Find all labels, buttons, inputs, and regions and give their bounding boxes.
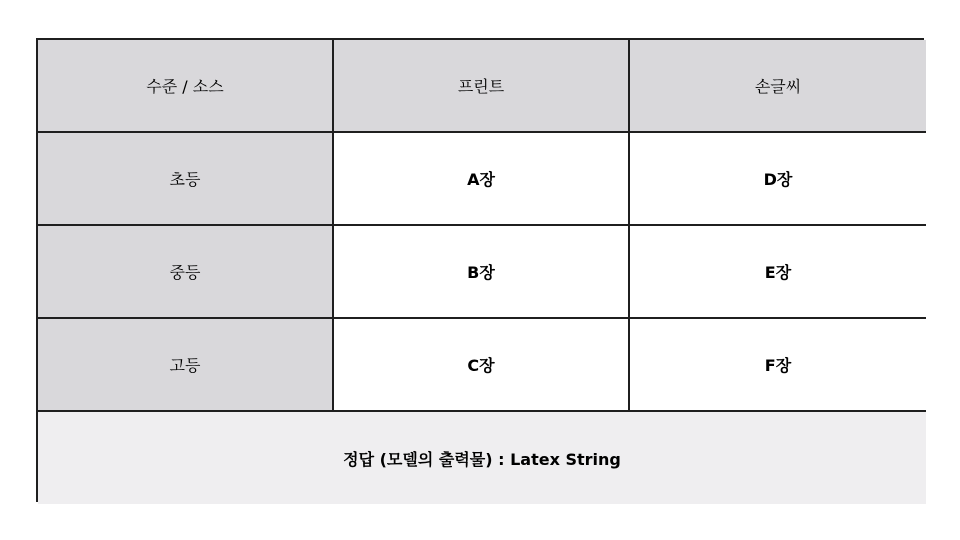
- cell-high-print: C장: [334, 319, 630, 412]
- cell-elementary-handwriting: D장: [630, 133, 926, 226]
- header-print-cell: 프린트: [334, 40, 630, 133]
- cell-elementary-print: A장: [334, 133, 630, 226]
- row-label-high: 고등: [38, 319, 334, 412]
- answer-footer-cell: 정답 (모델의 출력물) : Latex String: [38, 412, 926, 504]
- level-source-table: [36, 38, 924, 502]
- row-label-middle: 중등: [38, 226, 334, 319]
- cell-middle-handwriting: E장: [630, 226, 926, 319]
- header-handwriting-cell: 손글씨: [630, 40, 926, 133]
- row-label-elementary: 초등: [38, 133, 334, 226]
- cell-middle-print: B장: [334, 226, 630, 319]
- cell-high-handwriting: F장: [630, 319, 926, 412]
- header-corner-cell: 수준 / 소스: [38, 40, 334, 133]
